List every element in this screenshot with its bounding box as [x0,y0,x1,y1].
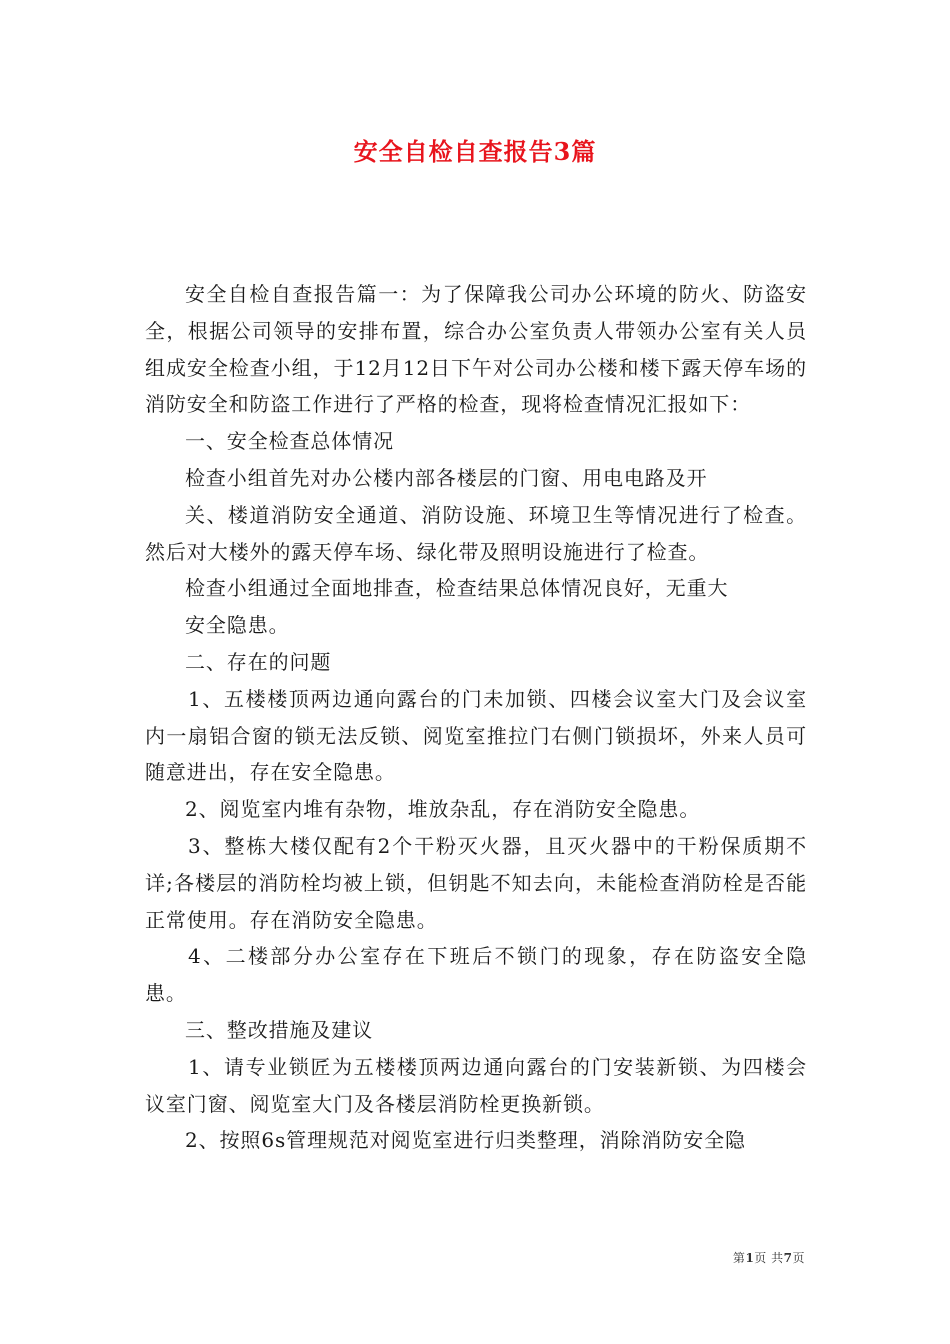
page-number-prefix: 第 [732,1251,746,1265]
current-page: 1 [745,1251,755,1265]
page-number-middle: 页 共 [754,1251,784,1265]
paragraph: 安全隐患。 [185,613,290,638]
list-item: 1、五楼楼顶两边通向露台的门未加锁、四楼会议室大门及会议室内一扇铝合窗的锁无法反锁、阅览室推拉门右侧门锁损坏，外来人员可随意进出，存在安全隐患。 [145,686,807,785]
paragraph: 检查小组首先对办公楼内部各楼层的门窗、用电电路及开 [185,465,708,490]
list-item: 4、二楼部分办公室存在下班后不锁门的现象，存在防盗安全隐患。 [145,944,807,1006]
paragraph-intro: 安全自检自查报告篇一：为了保障我公司办公环境的防火、防盗安全，根据公司领导的安排布置，综合办公室负责人带领办公室有关人员组成安全检查小组，于12月12日下午对公司办公楼和楼下露天停车场的消防安全和防盗工作进行了严格的检查，现将检查情况汇报如下： [145,282,807,417]
section-heading-measures: 三、整改措施及建议 [185,1017,374,1042]
paragraph: 检查小组通过全面地排查，检查结果总体情况良好，无重大 [185,576,729,601]
list-item: 2、按照6s管理规范对阅览室进行归类整理，消除消防安全隐 [185,1128,746,1153]
list-item: 3、整栋大楼仅配有2个干粉灭火器，且灭火器中的干粉保质期不详;各楼层的消防栓均被上锁，但钥匙不知去向，未能检查消防栓是否能正常使用。存在消防安全隐患。 [145,833,807,932]
list-item: 1、请专业锁匠为五楼楼顶两边通向露台的门安装新锁、为四楼会议室门窗、阅览室大门及各楼层消防栓更换新锁。 [145,1054,807,1116]
paragraph: 关、楼道消防安全通道、消防设施、环境卫生等情况进行了检查。然后对大楼外的露天停车场、绿化带及照明设施进行了检查。 [145,502,807,564]
document-body [145,276,807,1159]
page-number-suffix: 页 [792,1251,805,1265]
page-number [733,1249,805,1266]
section-heading-problems: 二、存在的问题 [185,649,332,674]
section-heading-overview: 一、安全检查总体情况 [185,429,394,454]
document-title: 安全自检自查报告3篇 [353,137,597,166]
list-item: 2、阅览室内堆有杂物，堆放杂乱，存在消防安全隐患。 [185,797,701,822]
total-pages: 7 [783,1251,793,1265]
